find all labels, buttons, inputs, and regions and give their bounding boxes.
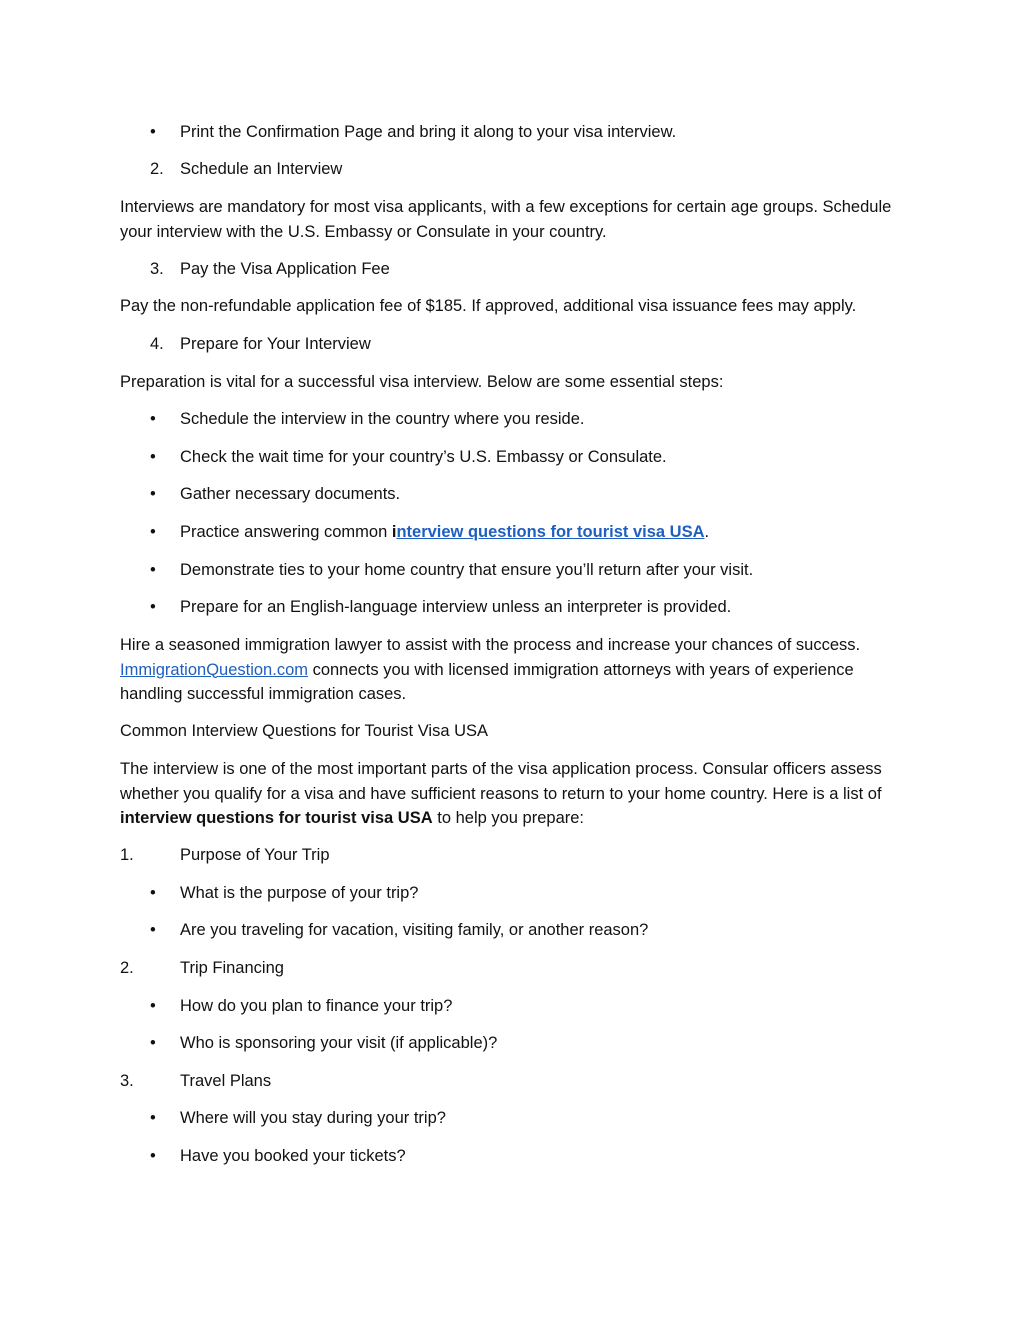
bullet-print-confirmation: Print the Confirmation Page and bring it along to your visa interview. — [180, 123, 677, 141]
step-number: 3. — [150, 260, 164, 278]
practice-suffix: . — [704, 523, 710, 541]
question-item: Have you booked your tickets? — [180, 1147, 406, 1165]
paragraph-interview-importance — [120, 757, 910, 831]
bullet-dot: • — [150, 485, 156, 503]
question-title-travel-plans: Travel Plans — [180, 1072, 272, 1090]
hire-text-2: connects you with licensed immigration attorneys with years of experience handling successful immigration cases. — [120, 660, 854, 703]
interview-text-2: to help you prepare: — [432, 809, 585, 827]
immigrationquestion-link[interactable]: ImmigrationQuestion.com — [120, 660, 308, 679]
question-number: 3. — [120, 1072, 134, 1090]
bullet-dot: • — [150, 1147, 156, 1165]
bullet-dot: • — [150, 123, 156, 141]
step-title-schedule: Schedule an Interview — [180, 160, 343, 178]
question-number: 2. — [120, 959, 134, 977]
prep-bullet-wait-time: Check the wait time for your country’s U.S. Embassy or Consulate. — [180, 448, 667, 466]
step-title-prepare: Prepare for Your Interview — [180, 335, 371, 353]
question-title-financing: Trip Financing — [180, 959, 284, 977]
bullet-dot: • — [150, 1109, 156, 1127]
question-item: Where will you stay during your trip? — [180, 1109, 446, 1127]
prep-bullet-practice — [180, 520, 709, 544]
prep-bullet-english: Prepare for an English-language interview unless an interpreter is provided. — [180, 598, 732, 616]
question-item: How do you plan to finance your trip? — [180, 997, 453, 1015]
bullet-dot: • — [150, 410, 156, 428]
interview-questions-link[interactable]: nterview questions for tourist visa USA — [396, 523, 705, 541]
bullet-dot: • — [150, 598, 156, 616]
prep-bullet-ties: Demonstrate ties to your home country that ensure you’ll return after your visit. — [180, 561, 754, 579]
bullet-dot: • — [150, 448, 156, 466]
paragraph-fee: Pay the non-refundable application fee of $185. If approved, additional visa issuance fees may apply. — [120, 297, 857, 315]
practice-prefix: Practice answering common — [180, 523, 392, 541]
section-heading-common-questions: Common Interview Questions for Tourist Visa USA — [120, 722, 489, 740]
paragraph-hire-lawyer — [120, 633, 910, 707]
interview-bold-text: interview questions for tourist visa USA — [120, 809, 433, 827]
step-number: 4. — [150, 335, 164, 353]
question-item: Who is sponsoring your visit (if applicable)? — [180, 1034, 498, 1052]
bullet-dot: • — [150, 523, 156, 541]
bullet-dot: • — [150, 884, 156, 902]
hire-text-1: Hire a seasoned immigration lawyer to assist with the process and increase your chances of success. — [120, 636, 861, 654]
practice-bold-i: i — [391, 523, 397, 541]
question-item: Are you traveling for vacation, visiting family, or another reason? — [180, 921, 649, 939]
paragraph-preparation: Preparation is vital for a successful visa interview. Below are some essential steps: — [120, 373, 724, 391]
step-number: 2. — [150, 160, 164, 178]
prep-bullet-schedule: Schedule the interview in the country where you reside. — [180, 410, 585, 428]
bullet-dot: • — [150, 561, 156, 579]
bullet-dot: • — [150, 997, 156, 1015]
question-title-purpose: Purpose of Your Trip — [180, 846, 330, 864]
bullet-dot: • — [150, 921, 156, 939]
question-number: 1. — [120, 846, 134, 864]
prep-bullet-documents: Gather necessary documents. — [180, 485, 401, 503]
step-title-pay-fee: Pay the Visa Application Fee — [180, 260, 390, 278]
question-item: What is the purpose of your trip? — [180, 884, 419, 902]
bullet-dot: • — [150, 1034, 156, 1052]
paragraph-interviews: Interviews are mandatory for most visa applicants, with a few exceptions for certain age groups. Schedule your interview with the U.S. Embassy or Consulate in your country. — [120, 198, 892, 241]
interview-text-1: The interview is one of the most important parts of the visa application process. Consular officers assess whether you qualify for a visa and have sufficient reasons to return to your home country. Here is a list of — [120, 760, 882, 803]
